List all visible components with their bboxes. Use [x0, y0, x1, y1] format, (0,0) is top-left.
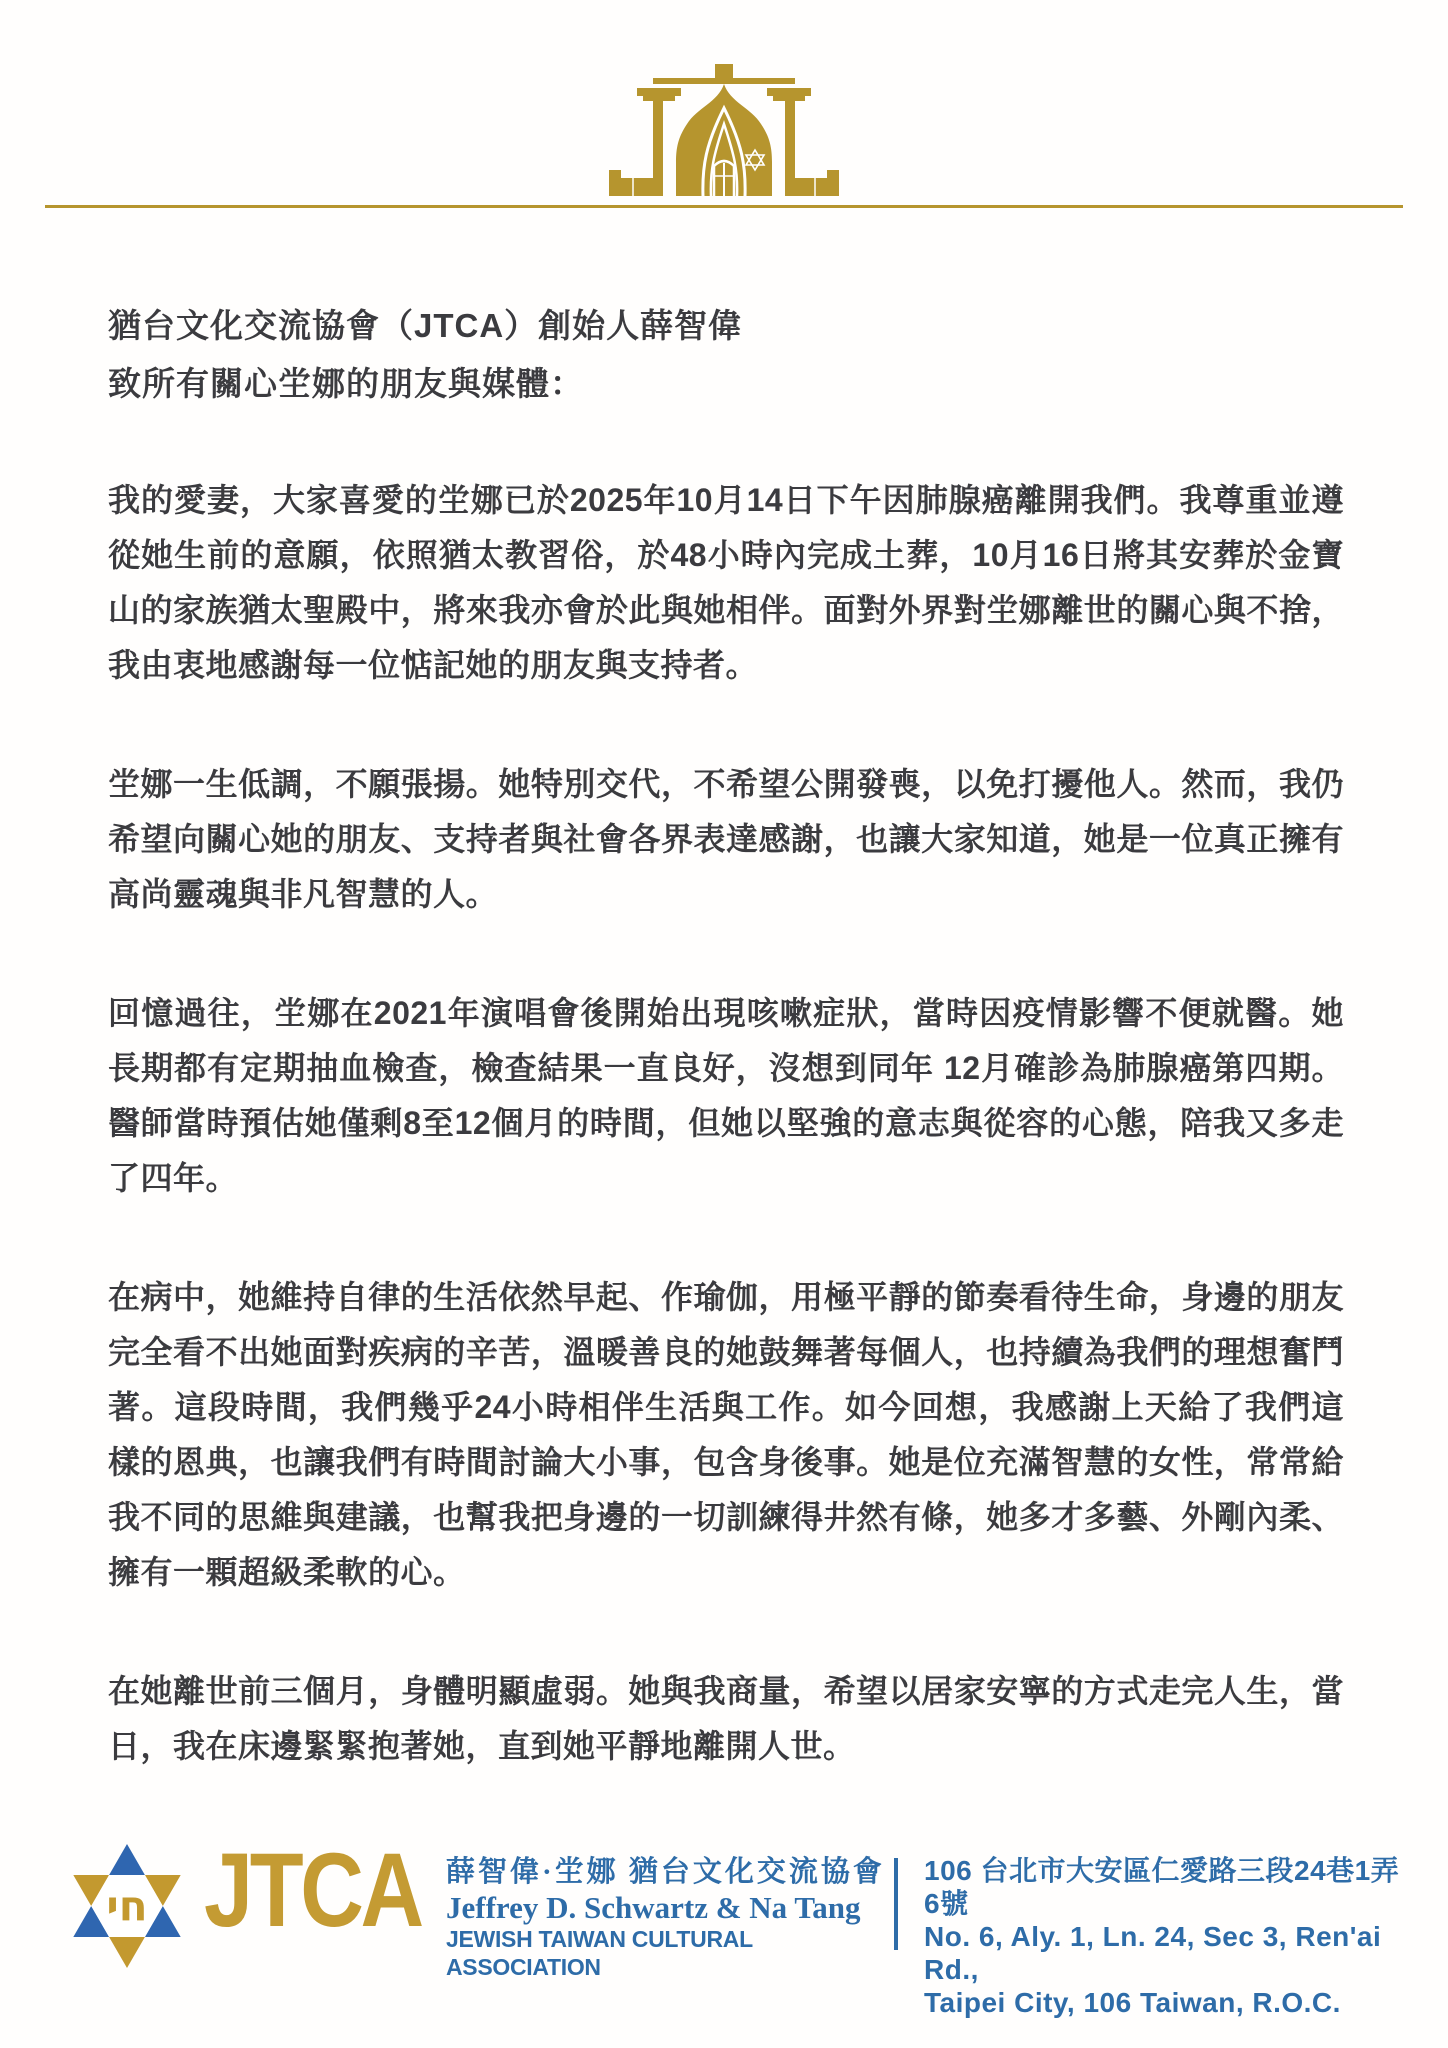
- organization-name-block: [446, 1854, 886, 1981]
- org-name-chinese: 薛智偉·坣娜 猶台文化交流協會: [446, 1856, 885, 1888]
- footer-vertical-divider: [894, 1858, 898, 1950]
- salutation-line-2: 致所有關心坣娜的朋友與媒體：: [108, 365, 584, 402]
- header-divider-rule: [45, 205, 1403, 208]
- paragraph-1: 我的愛妻，大家喜愛的坣娜已於2025年10月14日下午因肺腺癌離開我們。我尊重並遵從她生前的意願，依照猶太教習俗，於48小時內完成土葬，10月16日將其安葬於金寶山的家族猶太聖殿中，將來我亦會於此與她相伴。面對外界對坣娜離世的關心與不捨，我由衷地感謝每一位惦記她的朋友與支持者。: [108, 482, 1344, 683]
- jtca-wordmark: JTCA: [204, 1832, 421, 1949]
- salutation-line-1: 猶台文化交流協會（JTCA）創始人薛智偉: [108, 307, 743, 344]
- org-name-english-caps: JEWISH TAIWAN CULTURAL ASSOCIATION: [446, 1926, 753, 1980]
- org-founders-english: Jeffrey D. Schwartz & Na Tang: [446, 1890, 861, 1925]
- letter-paragraphs: [108, 473, 1344, 1774]
- synagogue-emblem-icon: [609, 64, 839, 208]
- letter-body: [108, 297, 1344, 1838]
- address-chinese: 106 台北市大安區仁愛路三段24巷1弄6號: [924, 1855, 1400, 1919]
- address-english-line-2: Taipei City, 106 Taiwan, R.O.C.: [924, 1987, 1341, 2018]
- footer: [0, 1832, 1448, 2018]
- chai-hebrew-glyph: חי: [106, 1881, 148, 1931]
- paragraph-4: 在病中，她維持自律的生活依然早起、作瑜伽，用極平靜的節奏看待生命，身邊的朋友完全看不出她面對疾病的辛苦，溫暖善良的她鼓舞著每個人，也持續為我們的理想奮鬥著。這段時間，我們幾乎24小時相伴生活與工作。如今回想，我感謝上天給了我們這樣的恩典，也讓我們有時間討論大小事，包含身後事。她是位充滿智慧的女性，常常給我不同的思維與建議，也幫我把身邊的一切訓練得井然有條，她多才多藝、外剛內柔、擁有一顆超級柔軟的心。: [108, 1279, 1344, 1590]
- paragraph-2: 坣娜一生低調，不願張揚。她特別交代，不希望公開發喪，以免打擾他人。然而，我仍希望向關心她的朋友、支持者與社會各界表達感謝，也讓大家知道，她是一位真正擁有高尚靈魂與非凡智慧的人。: [108, 766, 1344, 912]
- jtca-star-of-david-logo-icon: [60, 1842, 194, 1974]
- paragraph-3: 回憶過往，坣娜在2021年演唱會後開始出現咳嗽症狀，當時因疫情影響不便就醫。她長期都有定期抽血檢查，檢查結果一直良好，沒想到同年 12月確診為肺腺癌第四期。醫師當時預估她僅剩8至12個月的時間，但她以堅強的意志與從容的心態，陪我又多走了四年。: [108, 995, 1344, 1196]
- address-block: [924, 1854, 1404, 2019]
- address-english-line-1: No. 6, Aly. 1, Ln. 24, Sec 3, Ren'ai Rd.,: [924, 1921, 1382, 1985]
- paragraph-5: 在她離世前三個月，身體明顯虛弱。她與我商量，希望以居家安寧的方式走完人生，當日，我在床邊緊緊抱著她，直到她平靜地離開人世。: [108, 1673, 1344, 1764]
